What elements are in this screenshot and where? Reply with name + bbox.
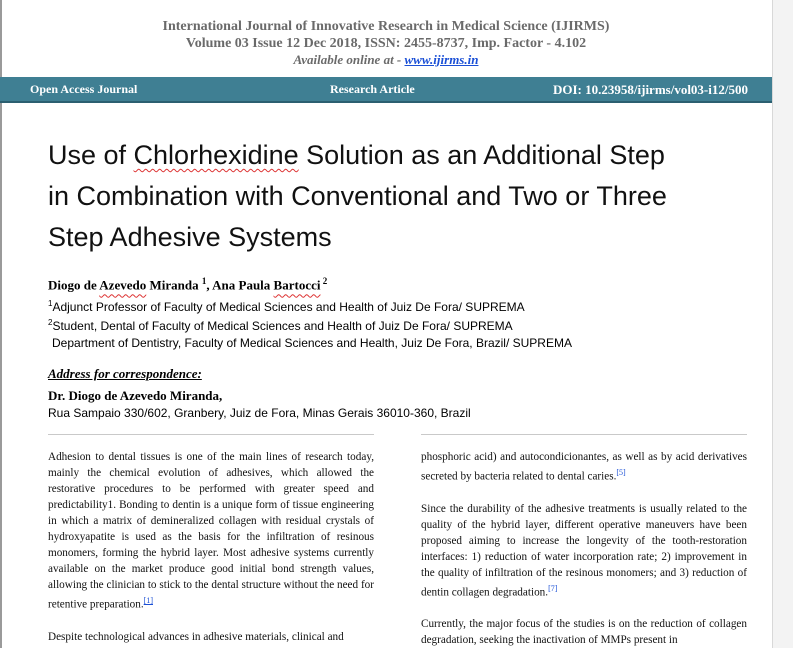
paragraph: Since the durability of the adhesive treatments is usually related to the quality of the hybrid layer, different operative maneuvers have been proposed aiming to increase the longevity of the tooth-restoration interfaces: 1) reduction of water incorporation rate; 2) improvement in the quality of infiltration of the resinous monomers; and 3) reduction of dentin collagen degradation.[7] <box>421 502 747 599</box>
citation-link[interactable]: [5] <box>616 468 626 477</box>
journal-volume-info: Volume 03 Issue 12 Dec 2018, ISSN: 2455-8737, Imp. Factor - 4.102 <box>185 36 587 51</box>
correspondence-name: Dr. Diogo de Azevedo Miranda, <box>48 388 223 403</box>
body-column-left <box>48 449 374 643</box>
citation-link[interactable]: [1] <box>143 596 153 605</box>
title-line-2: in Combination with Conventional and Two or Three <box>48 181 667 211</box>
correspondence-label: Address for correspondence: <box>48 366 202 381</box>
affiliation-1: $^1$Adjunct Professor of Faculty of Medical Sciences and Health of Juiz De Fora/ SUPREMA <box>48 299 525 314</box>
correspondence-address: Rua Sampaio 330/602, Granbery, Juiz de Fora, Minas Gerais 36010-360, Brazil <box>48 406 471 420</box>
citation-link[interactable]: [7] <box>548 583 558 593</box>
journal-header <box>0 0 772 78</box>
title-line-1: Use of Chlorhexidine Solution as an Additional Step <box>48 140 665 170</box>
availability-label: Available online at - <box>293 52 405 67</box>
availability-line <box>0 52 772 68</box>
article-banner <box>0 77 772 103</box>
article-title <box>48 135 748 258</box>
paragraph: Adhesion to dental tissues is one of the main lines of research today, mainly the chemical evolution of adhesives, which allowed the restorative procedures to be performed with greater speed and predictability1. Bonding to dentin is a unique form of tissue engineering in which a matrix of demineralized collagen with residual crystals of hydroxyapatite is used as the basis for the infiltration of resinous monomers, forming the hybrid layer. Most adhesive systems currently available on the market produce good initial bond strength values, allowing the clinician to stick to the dental structure without the need for retentive preparation.[1] <box>48 451 374 611</box>
paragraph: phosphoric acid) and autocondicionantes, as well as by acid derivatives secreted by bacteria related to dental caries.[5] <box>421 451 747 483</box>
affiliation-3: Department of Dentistry, Faculty of Medical Sciences and Health, Juiz De Fora, Brazil/ SUPREMA <box>52 336 572 350</box>
affiliation-2: $^2$Student, Dental of Faculty of Medical Sciences and Health of Juiz De Fora/ SUPREMA <box>48 318 513 333</box>
banner-doi: DOI: 10.23958/ijirms/vol03-i12/500 <box>553 82 748 97</box>
banner-article-type: Research Article <box>330 82 415 96</box>
right-column-rule <box>421 434 747 435</box>
banner-open-access: Open Access Journal <box>30 82 138 96</box>
left-column-rule <box>48 434 374 435</box>
journal-website-link[interactable]: www.ijirms.in <box>404 52 479 67</box>
journal-name: International Journal of Innovative Research in Medical Science (IJIRMS) <box>162 19 610 34</box>
author-list: Diogo de Azevedo Miranda $^1$, Ana Paula Bartocci $^2$ <box>48 276 328 293</box>
body-column-right <box>421 449 747 647</box>
title-line-3: Step Adhesive Systems <box>48 222 332 252</box>
paragraph: Despite technological advances in adhesive materials, clinical and <box>48 630 344 643</box>
vertical-scrollbar[interactable] <box>772 0 793 648</box>
paragraph: Currently, the major focus of the studies is on the reduction of collagen degradation, seeking the inactivation of MMPs present in <box>421 618 747 647</box>
